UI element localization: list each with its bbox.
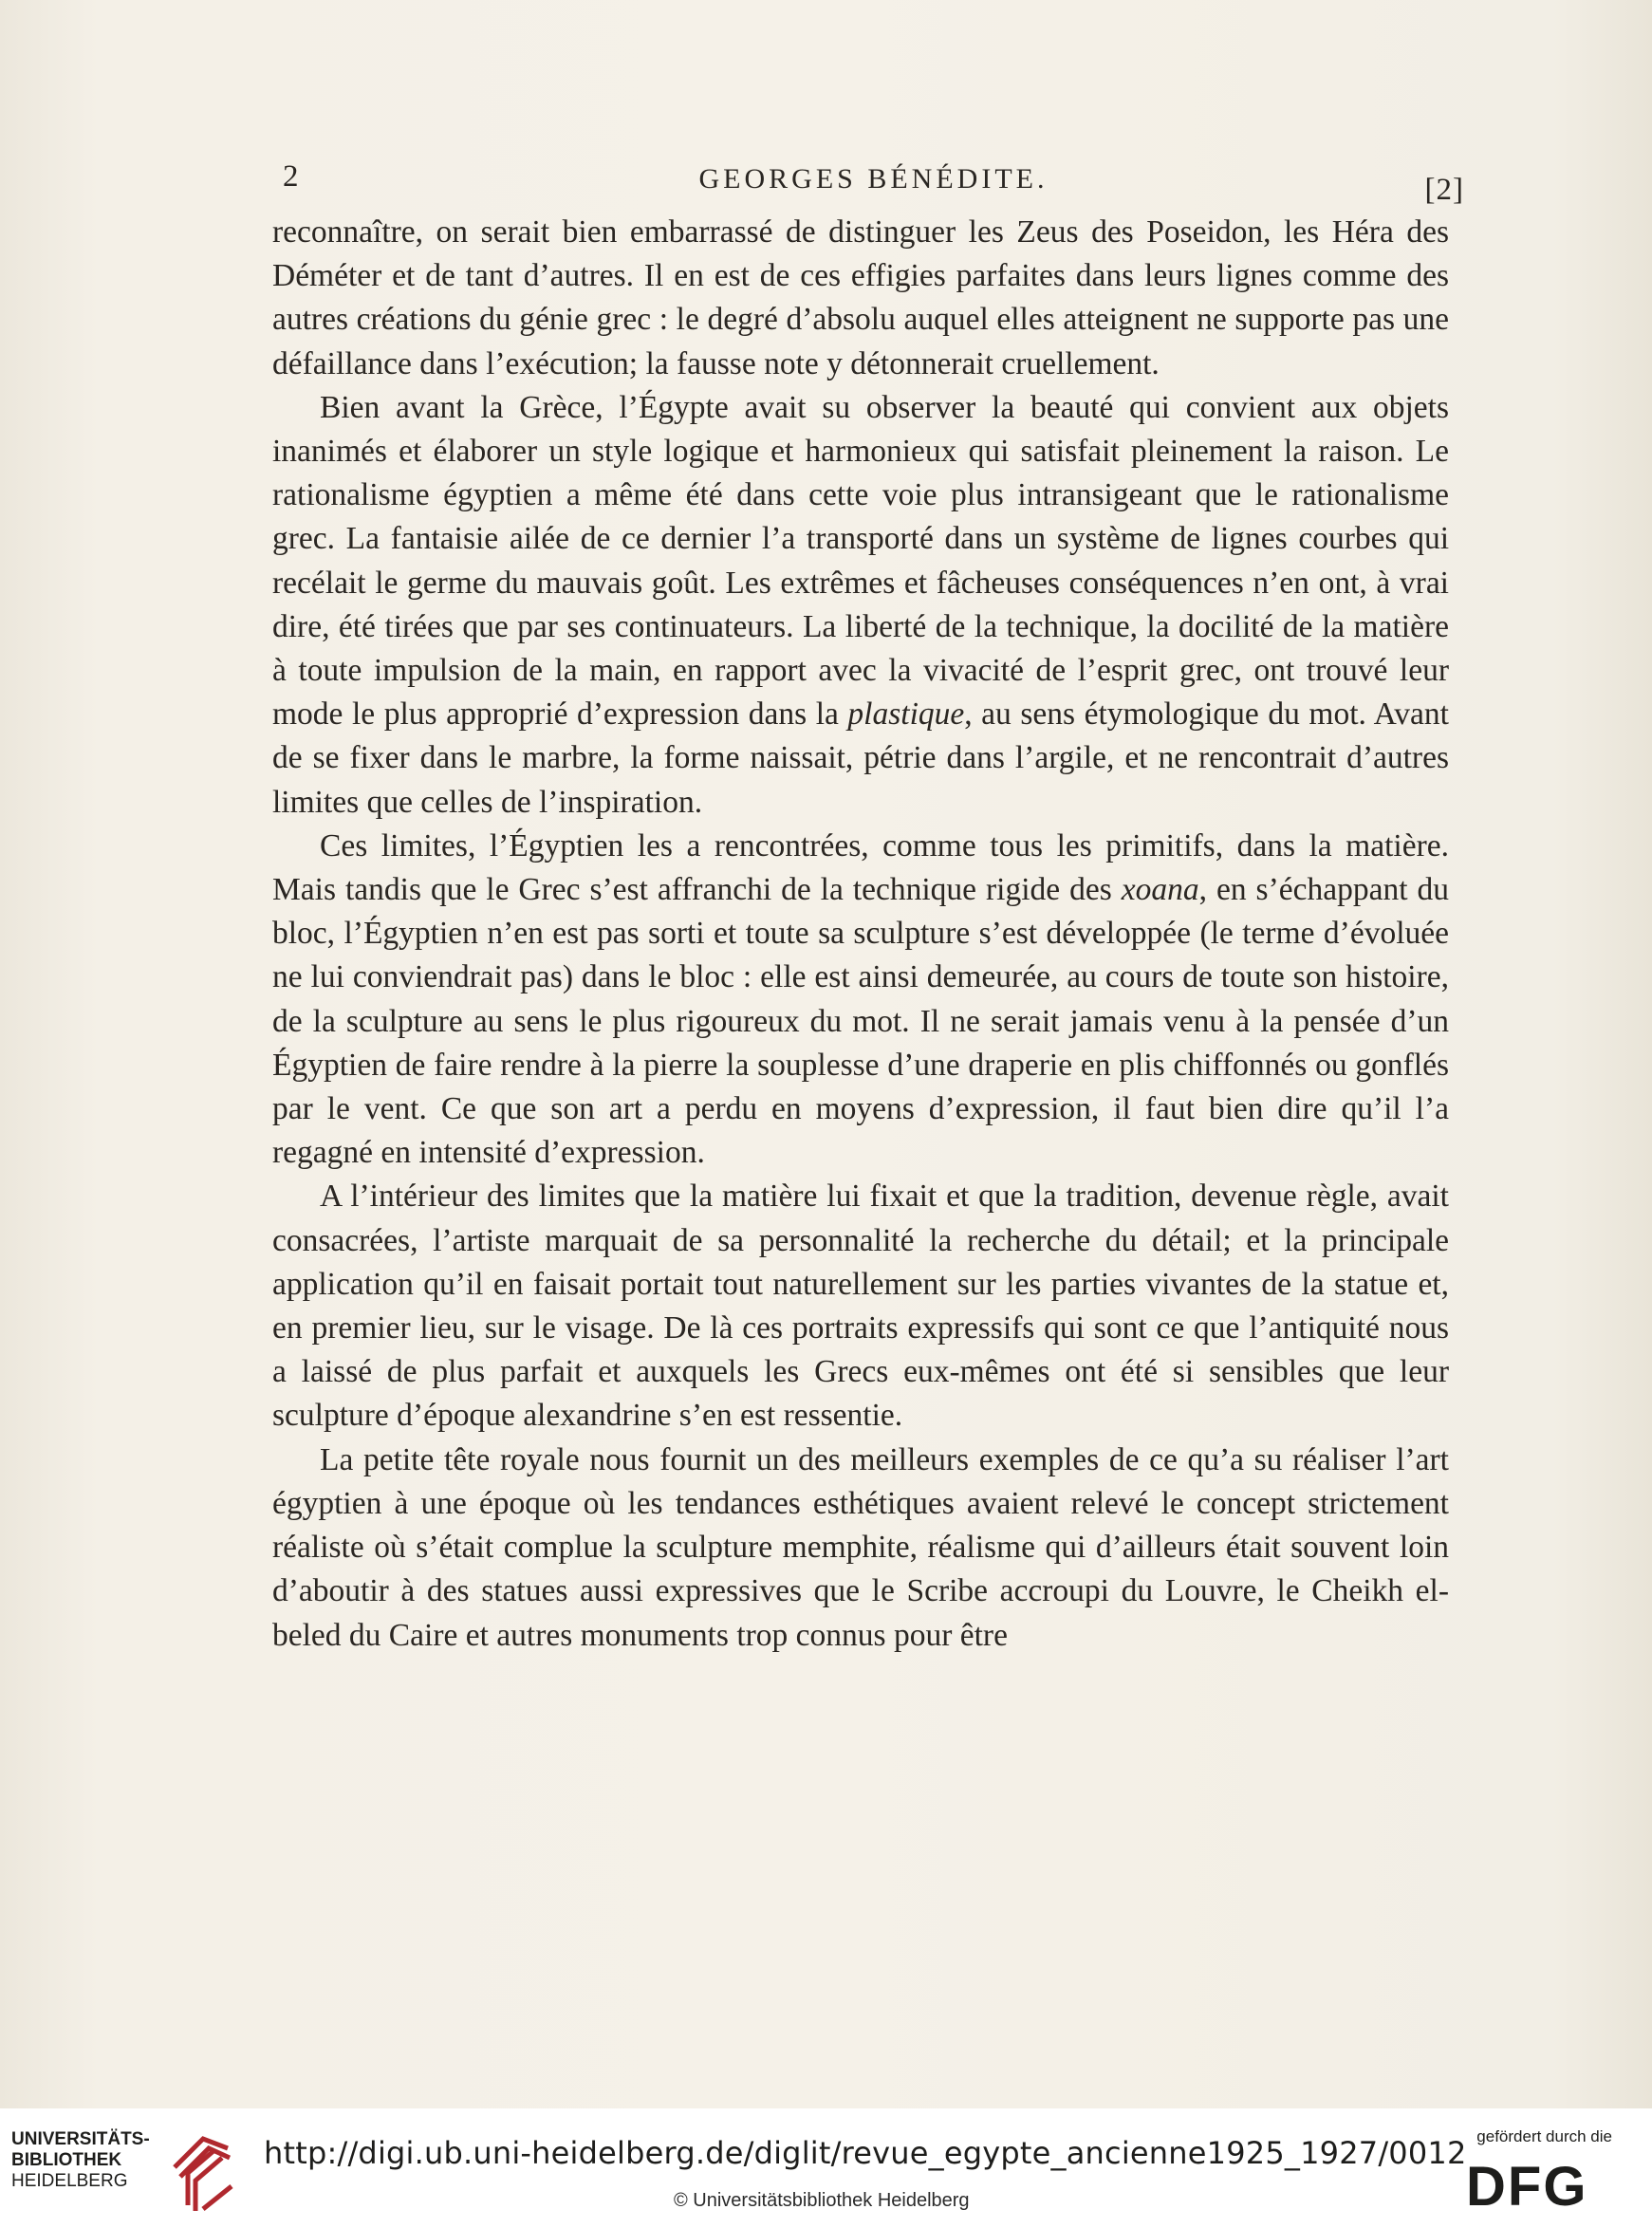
funding-label: gefördert durch die [1476,2127,1612,2145]
paragraph-text: , en s’échappant du bloc, l’Égyptien n’en est pas sorti et toute sa sculpture s’est développée (le terme d’évoluée ne lui conviendrait pas) dans le bloc : elle est ainsi demeurée, au cours de toute son histoire, de la sculpture au sens le plus rigoureux du mot. Il ne serait jamais venu à la pensée d’un Égyptien de faire rendre à la pierre la souplesse d’une draperie en plis chiffonnés ou gonflés par le vent. Ce que son art a perdu en moyens d’expression, il faut bien dire qu’il l’a regagné en intensité d’expression. [272,872,1449,1171]
paragraph [272,211,1449,386]
paragraph [272,386,1449,825]
italic-term: plastique [847,696,965,733]
dfg-logo-icon [1462,2156,1624,2213]
paragraph-text: , au sens étymologique du mot. Avant de se fixer dans le marbre, la forme naissait, pétrie dans l’argile, et ne rencontrait d’autres limites que celles de l’inspiration. [272,696,1449,820]
italic-term: xoana [1121,872,1199,908]
library-logo[interactable] [11,2129,249,2215]
paragraph [272,1439,1449,1658]
paragraph-text: A l’intérieur des limites que la matière lui fixait et que la tradition, devenue règle, avait consacrées, l’artiste marquait de sa personnalité la recherche du détail; et la principale application qu’il en faisait portait tout naturellement sur les parties vivantes de la statue et, en premier lieu, sur le visage. De là ces portraits expressifs qui sont ce que l’antiquité nous a laissé de plus parfait et auxquels les Grecs eux-mêmes ont été si sensibles que leur sculpture d’époque alexandrine s’en est ressentie. [272,1179,1449,1434]
library-line: BIBLIOTHEK [11,2150,122,2170]
dfg-logo-text: DFG [1466,2156,1588,2213]
paragraph-text: Bien avant la Grèce, l’Égypte avait su observer la beauté qui convient aux objets inanimés et élaborer un style logique et harmonieux qui satisfait pleinement la raison. Le rationalisme égyptien a même été dans cette voie plus intransigeant que le rationalisme grec. La fantaisie ailée de ce dernier l’a transporté dans un système de lignes courbes qui recélait le germe du mauvais goût. Les extrêmes et fâcheuses conséquences n’en ont, à vrai dire, été tirées que par ses continuateurs. La liberté de la technique, la docilité de la matière à toute impulsion de la main, en rapport avec la vivacité de l’esprit grec, ont trouvé leur mode le plus approprié d’expression dans la [272,389,1449,733]
bracket-page-ref: [2] [1424,173,1464,207]
running-title: GEORGES BÉNÉDITE. [698,163,1049,195]
digitization-footer [0,2108,1652,2228]
copyright-notice: © Universitätsbibliothek Heidelberg [674,2190,970,2211]
library-line: HEIDELBERG [11,2171,128,2191]
page-number: 2 [283,159,300,194]
running-header [283,159,1464,207]
body-text [272,211,1449,1658]
library-name [11,2129,150,2192]
paragraph-text: Ces limites, l’Égyptien les a rencontrées, comme tous les primitifs, dans la matière. Mais tandis que le Grec s’est affranchi de la technique rigide des [272,827,1449,908]
permalink-url[interactable]: http://digi.ub.uni-heidelberg.de/diglit/revue_egypte_ancienne1925_1927/0012 [264,2135,1467,2171]
paragraph [272,1175,1449,1438]
paragraph [272,825,1449,1176]
library-line: UNIVERSITÄTS- [11,2129,150,2149]
library-emblem-icon [161,2129,237,2215]
paragraph-text: reconnaître, on serait bien embarrassé de distinguer les Zeus des Poseidon, les Héra des Déméter et de tant d’autres. Il en est de ces effigies parfaites dans leurs lignes comme des autres créations du génie grec : le degré d’absolu auquel elles atteignent ne supporte pas une défaillance dans l’exécution; la fausse note y détonnerait cruellement. [272,214,1449,381]
paragraph-text: La petite tête royale nous fournit un des meilleurs exemples de ce qu’a su réaliser l’art égyptien à une époque où les tendances esthétiques avaient relevé le concept strictement réaliste où s’était complue la sculpture memphite, réalisme qui d’ailleurs était souvent loin d’aboutir à des statues aussi expressives que le Scribe accroupi du Louvre, le Cheikh el-beled du Caire et autres monuments trop connus pour être [272,1441,1449,1653]
